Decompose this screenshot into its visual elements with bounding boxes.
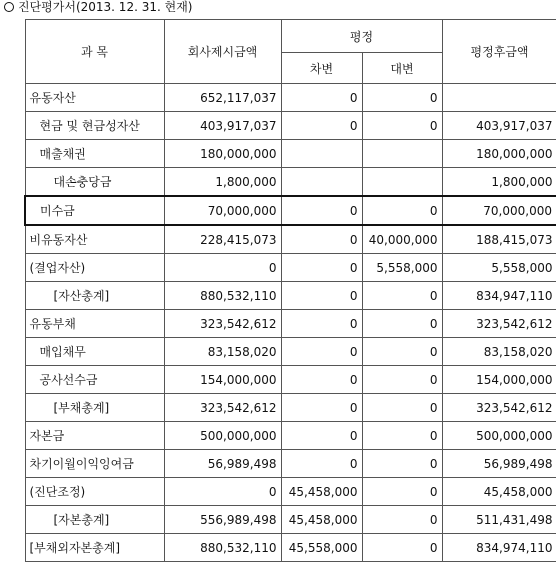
- debit-cell: 0: [281, 196, 362, 225]
- after-amount-cell: 403,917,037: [442, 112, 556, 140]
- table-row: [25, 84, 556, 112]
- company-amount-cell: 154,000,000: [164, 366, 281, 394]
- row-label: [자본총계]: [25, 506, 164, 534]
- credit-cell: 0: [362, 338, 442, 366]
- debit-cell: 0: [281, 112, 362, 140]
- header-debit: 차변: [281, 53, 362, 84]
- row-label: 차기이월이익잉여금: [25, 450, 164, 478]
- header-company-amount: 회사제시금액: [164, 20, 281, 84]
- row-label: 대손충당금: [25, 168, 164, 197]
- row-label: 매출채권: [25, 140, 164, 168]
- credit-cell: 5,558,000: [362, 254, 442, 282]
- after-amount-cell: 180,000,000: [442, 140, 556, 168]
- company-amount-cell: 403,917,037: [164, 112, 281, 140]
- company-amount-cell: 228,415,073: [164, 225, 281, 254]
- table-row: [25, 196, 556, 225]
- debit-cell: [281, 140, 362, 168]
- credit-cell: 40,000,000: [362, 225, 442, 254]
- credit-cell: 0: [362, 506, 442, 534]
- row-label: 유동자산: [25, 84, 164, 112]
- header-after-amount: 평정후금액: [442, 20, 556, 84]
- debit-cell: 0: [281, 225, 362, 254]
- table-row: [25, 338, 556, 366]
- row-label: 유동부채: [25, 310, 164, 338]
- table-row: [25, 422, 556, 450]
- table-row: [25, 282, 556, 310]
- credit-cell: 0: [362, 534, 442, 562]
- table-row: [25, 394, 556, 422]
- debit-cell: 0: [281, 310, 362, 338]
- company-amount-cell: 180,000,000: [164, 140, 281, 168]
- debit-cell: 0: [281, 394, 362, 422]
- table-row: [25, 478, 556, 506]
- after-amount-cell: 5,558,000: [442, 254, 556, 282]
- table-body: [25, 84, 556, 562]
- company-amount-cell: 880,532,110: [164, 282, 281, 310]
- debit-cell: 0: [281, 366, 362, 394]
- after-amount-cell: 323,542,612: [442, 394, 556, 422]
- after-amount-cell: [442, 84, 556, 112]
- company-amount-cell: 0: [164, 478, 281, 506]
- credit-cell: 0: [362, 366, 442, 394]
- table-row: [25, 450, 556, 478]
- debit-cell: 0: [281, 338, 362, 366]
- header-item: 과 목: [25, 20, 164, 84]
- credit-cell: 0: [362, 282, 442, 310]
- debit-cell: 0: [281, 254, 362, 282]
- debit-cell: 45,458,000: [281, 478, 362, 506]
- table-row: [25, 254, 556, 282]
- after-amount-cell: 70,000,000: [442, 196, 556, 225]
- after-amount-cell: 188,415,073: [442, 225, 556, 254]
- debit-cell: 0: [281, 84, 362, 112]
- debit-cell: 0: [281, 450, 362, 478]
- row-label: (결업자산): [25, 254, 164, 282]
- row-label: (진단조정): [25, 478, 164, 506]
- company-amount-cell: 1,800,000: [164, 168, 281, 197]
- after-amount-cell: 834,974,110: [442, 534, 556, 562]
- debit-cell: 45,458,000: [281, 506, 362, 534]
- credit-cell: 0: [362, 196, 442, 225]
- debit-cell: 0: [281, 282, 362, 310]
- company-amount-cell: 556,989,498: [164, 506, 281, 534]
- after-amount-cell: 1,800,000: [442, 168, 556, 197]
- after-amount-cell: 83,158,020: [442, 338, 556, 366]
- credit-cell: 0: [362, 310, 442, 338]
- company-amount-cell: 323,542,612: [164, 394, 281, 422]
- credit-cell: 0: [362, 450, 442, 478]
- table-row: [25, 366, 556, 394]
- after-amount-cell: 834,947,110: [442, 282, 556, 310]
- row-label: [자산총계]: [25, 282, 164, 310]
- after-amount-cell: 45,458,000: [442, 478, 556, 506]
- row-label: 매입채무: [25, 338, 164, 366]
- company-amount-cell: 652,117,037: [164, 84, 281, 112]
- after-amount-cell: 500,000,000: [442, 422, 556, 450]
- row-label: 자본금: [25, 422, 164, 450]
- credit-cell: [362, 140, 442, 168]
- row-label: 현금 및 현금성자산: [25, 112, 164, 140]
- credit-cell: 0: [362, 394, 442, 422]
- company-amount-cell: 880,532,110: [164, 534, 281, 562]
- table-row: [25, 534, 556, 562]
- row-label: 비유동자산: [25, 225, 164, 254]
- after-amount-cell: 511,431,498: [442, 506, 556, 534]
- credit-cell: [362, 168, 442, 197]
- title-text: 진단평가서(2013. 12. 31. 현재): [18, 0, 193, 14]
- credit-cell: 0: [362, 84, 442, 112]
- table-row: [25, 225, 556, 254]
- table-row: [25, 506, 556, 534]
- row-label: 미수금: [25, 196, 164, 225]
- after-amount-cell: 56,989,498: [442, 450, 556, 478]
- after-amount-cell: 323,542,612: [442, 310, 556, 338]
- after-amount-cell: 154,000,000: [442, 366, 556, 394]
- credit-cell: 0: [362, 422, 442, 450]
- company-amount-cell: 70,000,000: [164, 196, 281, 225]
- company-amount-cell: 83,158,020: [164, 338, 281, 366]
- header-credit: 대변: [362, 53, 442, 84]
- company-amount-cell: 0: [164, 254, 281, 282]
- evaluation-table: [24, 19, 556, 562]
- row-label: [부채외자본총계]: [25, 534, 164, 562]
- circle-bullet-icon: [4, 2, 14, 12]
- row-label: [부채총계]: [25, 394, 164, 422]
- row-label: 공사선수금: [25, 366, 164, 394]
- table-row: [25, 310, 556, 338]
- company-amount-cell: 323,542,612: [164, 310, 281, 338]
- debit-cell: 45,558,000: [281, 534, 362, 562]
- company-amount-cell: 56,989,498: [164, 450, 281, 478]
- company-amount-cell: 500,000,000: [164, 422, 281, 450]
- debit-cell: [281, 168, 362, 197]
- table-row: [25, 140, 556, 168]
- table-row: [25, 168, 556, 197]
- header-adjustment: 평정: [281, 20, 442, 53]
- table-row: [25, 112, 556, 140]
- credit-cell: 0: [362, 112, 442, 140]
- debit-cell: 0: [281, 422, 362, 450]
- document-title: [4, 0, 192, 18]
- credit-cell: 0: [362, 478, 442, 506]
